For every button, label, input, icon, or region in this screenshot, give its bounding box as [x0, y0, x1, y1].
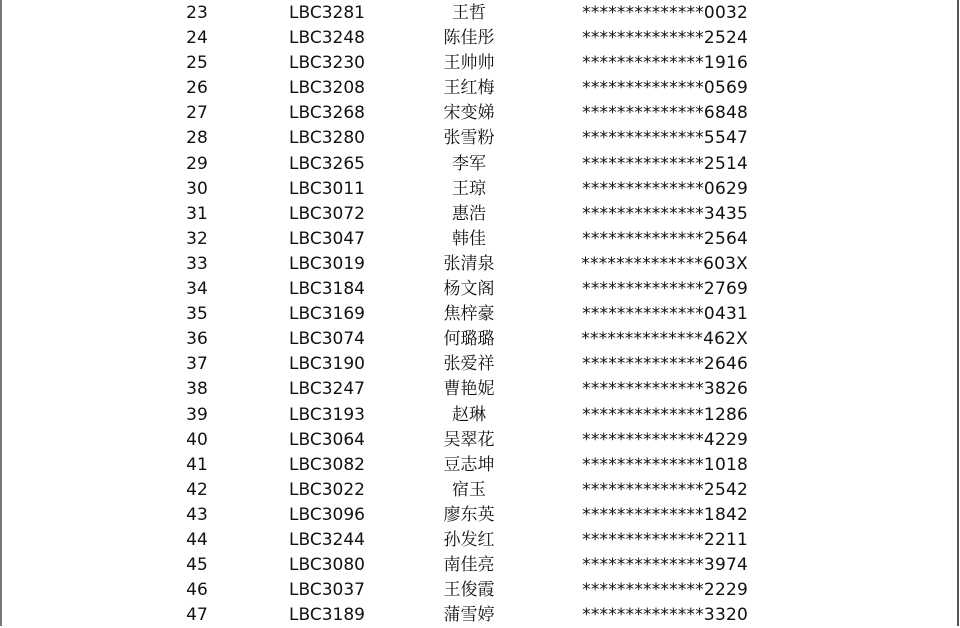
person-name: 南佳亮 [443, 555, 495, 576]
table-row [0, 76, 960, 101]
student-code: LBC3268 [289, 103, 365, 124]
person-name: 宿玉 [452, 479, 486, 500]
masked-id-number: **************1842 [582, 504, 748, 525]
table-row [0, 1, 960, 26]
masked-id-number: **************2769 [582, 279, 748, 300]
person-name: 廖东英 [443, 504, 495, 525]
student-code: LBC3047 [289, 228, 365, 249]
table-row [0, 403, 960, 428]
masked-id-number: **************2524 [582, 28, 748, 49]
masked-id-number: **************6848 [582, 103, 748, 124]
masked-id-number: **************2211 [582, 529, 748, 550]
row-number: 42 [186, 479, 208, 500]
person-name: 杨文阁 [443, 279, 495, 300]
table-row [0, 302, 960, 327]
row-number: 30 [186, 178, 208, 199]
student-code: LBC3022 [289, 479, 365, 500]
table-row [0, 578, 960, 603]
student-code: LBC3011 [289, 178, 365, 199]
person-name: 孙发红 [443, 529, 495, 550]
row-number: 46 [186, 580, 208, 601]
masked-id-number: **************4229 [582, 429, 748, 450]
table-row [0, 252, 960, 277]
roster-table [0, 1, 960, 628]
table-row [0, 352, 960, 377]
row-number: 35 [186, 304, 208, 325]
row-number: 41 [186, 454, 208, 475]
student-code: LBC3074 [289, 329, 365, 350]
table-row [0, 152, 960, 177]
masked-id-number: **************3974 [582, 555, 748, 576]
person-name: 何璐璐 [443, 329, 495, 350]
student-code: LBC3072 [289, 203, 365, 224]
student-code: LBC3080 [289, 555, 365, 576]
person-name: 张爱祥 [443, 354, 495, 375]
row-number: 34 [186, 279, 208, 300]
row-number: 26 [186, 78, 208, 99]
masked-id-number: **************0629 [582, 178, 748, 199]
table-row [0, 528, 960, 553]
student-code: LBC3082 [289, 454, 365, 475]
table-row [0, 26, 960, 51]
table-row [0, 277, 960, 302]
person-name: 李军 [452, 153, 486, 174]
student-code: LBC3247 [289, 379, 365, 400]
table-row [0, 503, 960, 528]
masked-id-number: **************1286 [582, 404, 748, 425]
person-name: 王琼 [452, 178, 486, 199]
table-row [0, 377, 960, 402]
person-name: 焦梓豪 [443, 304, 495, 325]
table-row [0, 101, 960, 126]
masked-id-number: **************3320 [582, 605, 748, 626]
row-number: 40 [186, 429, 208, 450]
table-row [0, 603, 960, 628]
row-number: 38 [186, 379, 208, 400]
person-name: 王俊霞 [443, 580, 495, 601]
student-code: LBC3193 [289, 404, 365, 425]
masked-id-number: **************1018 [582, 454, 748, 475]
person-name: 王哲 [452, 3, 486, 23]
masked-id-number: **************0032 [582, 3, 748, 23]
person-name: 豆志坤 [443, 454, 495, 475]
student-code: LBC3208 [289, 78, 365, 99]
person-name: 宋变娣 [443, 103, 495, 124]
table-row [0, 428, 960, 453]
masked-id-number: **************603X [581, 253, 748, 274]
person-name: 惠浩 [452, 203, 486, 224]
student-code: LBC3019 [289, 253, 365, 274]
row-number: 37 [186, 354, 208, 375]
table-row [0, 453, 960, 478]
student-code: LBC3230 [289, 53, 365, 74]
person-name: 蒲雪婷 [443, 605, 495, 626]
masked-id-number: **************3435 [582, 203, 748, 224]
student-code: LBC3096 [289, 504, 365, 525]
student-code: LBC3280 [289, 128, 365, 149]
row-number: 25 [186, 53, 208, 74]
person-name: 赵琳 [452, 404, 486, 425]
row-number: 31 [186, 203, 208, 224]
table-row [0, 51, 960, 76]
row-number: 23 [186, 3, 208, 23]
person-name: 张雪粉 [443, 128, 495, 149]
table-row [0, 553, 960, 578]
table-row [0, 478, 960, 503]
student-code: LBC3189 [289, 605, 365, 626]
student-code: LBC3281 [289, 3, 365, 23]
table-row [0, 177, 960, 202]
masked-id-number: **************3826 [582, 379, 748, 400]
masked-id-number: **************2564 [582, 228, 748, 249]
table-row [0, 126, 960, 151]
masked-id-number: **************462X [581, 329, 748, 350]
person-name: 韩佳 [452, 228, 486, 249]
student-code: LBC3037 [289, 580, 365, 601]
person-name: 王红梅 [443, 78, 495, 99]
row-number: 32 [186, 228, 208, 249]
row-number: 43 [186, 504, 208, 525]
masked-id-number: **************2646 [582, 354, 748, 375]
masked-id-number: **************1916 [582, 53, 748, 74]
table-row [0, 227, 960, 252]
row-number: 45 [186, 555, 208, 576]
row-number: 28 [186, 128, 208, 149]
row-number: 47 [186, 605, 208, 626]
masked-id-number: **************2542 [582, 479, 748, 500]
row-number: 24 [186, 28, 208, 49]
row-number: 36 [186, 329, 208, 350]
row-number: 29 [186, 153, 208, 174]
student-code: LBC3265 [289, 153, 365, 174]
student-code: LBC3184 [289, 279, 365, 300]
person-name: 王帅帅 [443, 53, 495, 74]
row-number: 44 [186, 529, 208, 550]
table-row [0, 327, 960, 352]
masked-id-number: **************5547 [582, 128, 748, 149]
masked-id-number: **************2229 [582, 580, 748, 601]
student-code: LBC3169 [289, 304, 365, 325]
person-name: 吴翠花 [443, 429, 495, 450]
table-row [0, 202, 960, 227]
row-number: 39 [186, 404, 208, 425]
student-code: LBC3064 [289, 429, 365, 450]
person-name: 曹艳妮 [443, 379, 495, 400]
masked-id-number: **************0569 [582, 78, 748, 99]
student-code: LBC3244 [289, 529, 365, 550]
masked-id-number: **************2514 [582, 153, 748, 174]
masked-id-number: **************0431 [582, 304, 748, 325]
person-name: 陈佳彤 [443, 28, 495, 49]
student-code: LBC3248 [289, 28, 365, 49]
student-code: LBC3190 [289, 354, 365, 375]
person-name: 张清泉 [443, 253, 495, 274]
row-number: 27 [186, 103, 208, 124]
row-number: 33 [186, 253, 208, 274]
